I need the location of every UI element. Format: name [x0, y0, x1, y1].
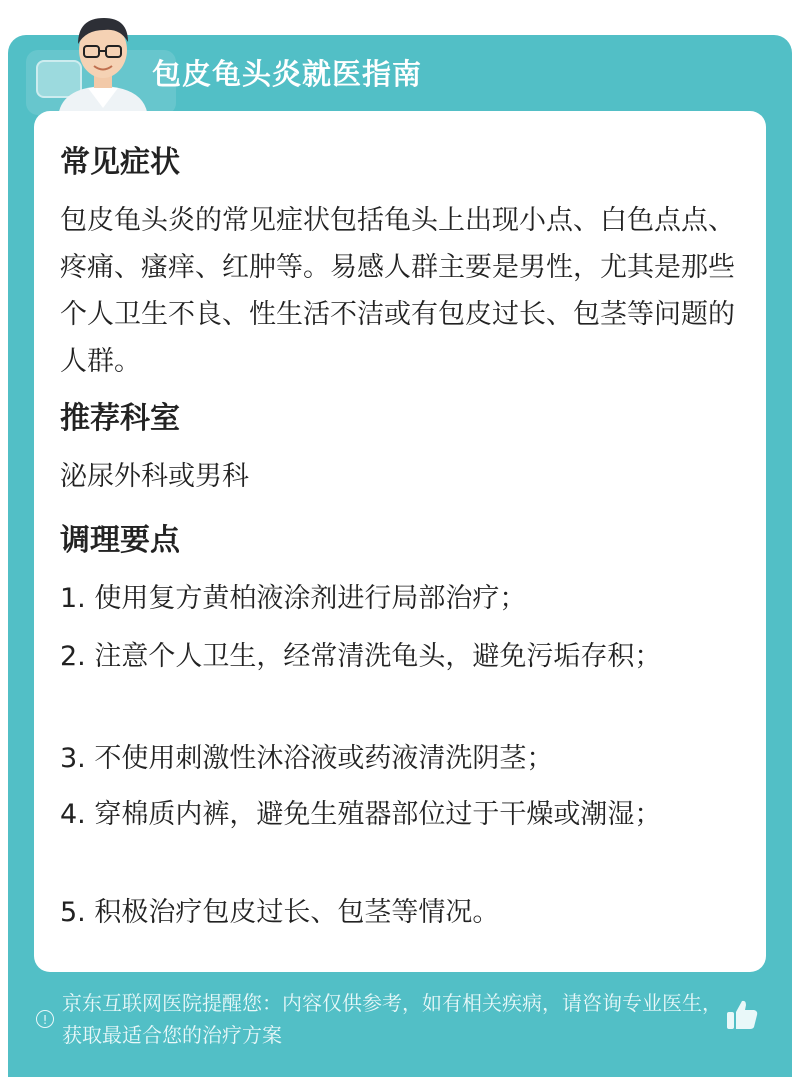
- doctor-avatar: [48, 8, 158, 118]
- content-card: [34, 111, 766, 972]
- section-body-symptoms: 包皮龟头炎的常见症状包括龟头上出现小点、白色点点、疼痛、瘙痒、红肿等。易感人群主要是男性，尤其是那些个人卫生不良、性生活不洁或有包皮过长、包茎等问题的人群。: [60, 205, 735, 377]
- list-item: 1. 使用复方黄柏液涂剂进行局部治疗；: [60, 583, 527, 614]
- section-heading-department: 推荐科室: [60, 401, 180, 436]
- section-heading-care: 调理要点: [60, 523, 180, 558]
- page-title: 包皮龟头炎就医指南: [152, 57, 423, 91]
- section-heading-symptoms: 常见症状: [60, 145, 180, 180]
- list-item: 3. 不使用刺激性沐浴液或药液清洗阴茎；: [60, 743, 554, 774]
- list-item: 5. 积极治疗包皮过长、包茎等情况。: [60, 897, 500, 928]
- info-circle-icon: !: [36, 1010, 54, 1028]
- disclaimer-text: 京东互联网医院提醒您：内容仅供参考，如有相关疾病，请咨询专业医生，获取最适合您的治疗方案: [62, 991, 722, 1047]
- list-item: 2. 注意个人卫生，经常清洗龟头，避免污垢存积；: [60, 641, 662, 672]
- thumbs-up-icon[interactable]: [724, 997, 760, 1033]
- list-item: 4. 穿棉质内裤，避免生殖器部位过于干燥或潮湿；: [60, 799, 662, 830]
- section-body-department: 泌尿外科或男科: [60, 461, 249, 492]
